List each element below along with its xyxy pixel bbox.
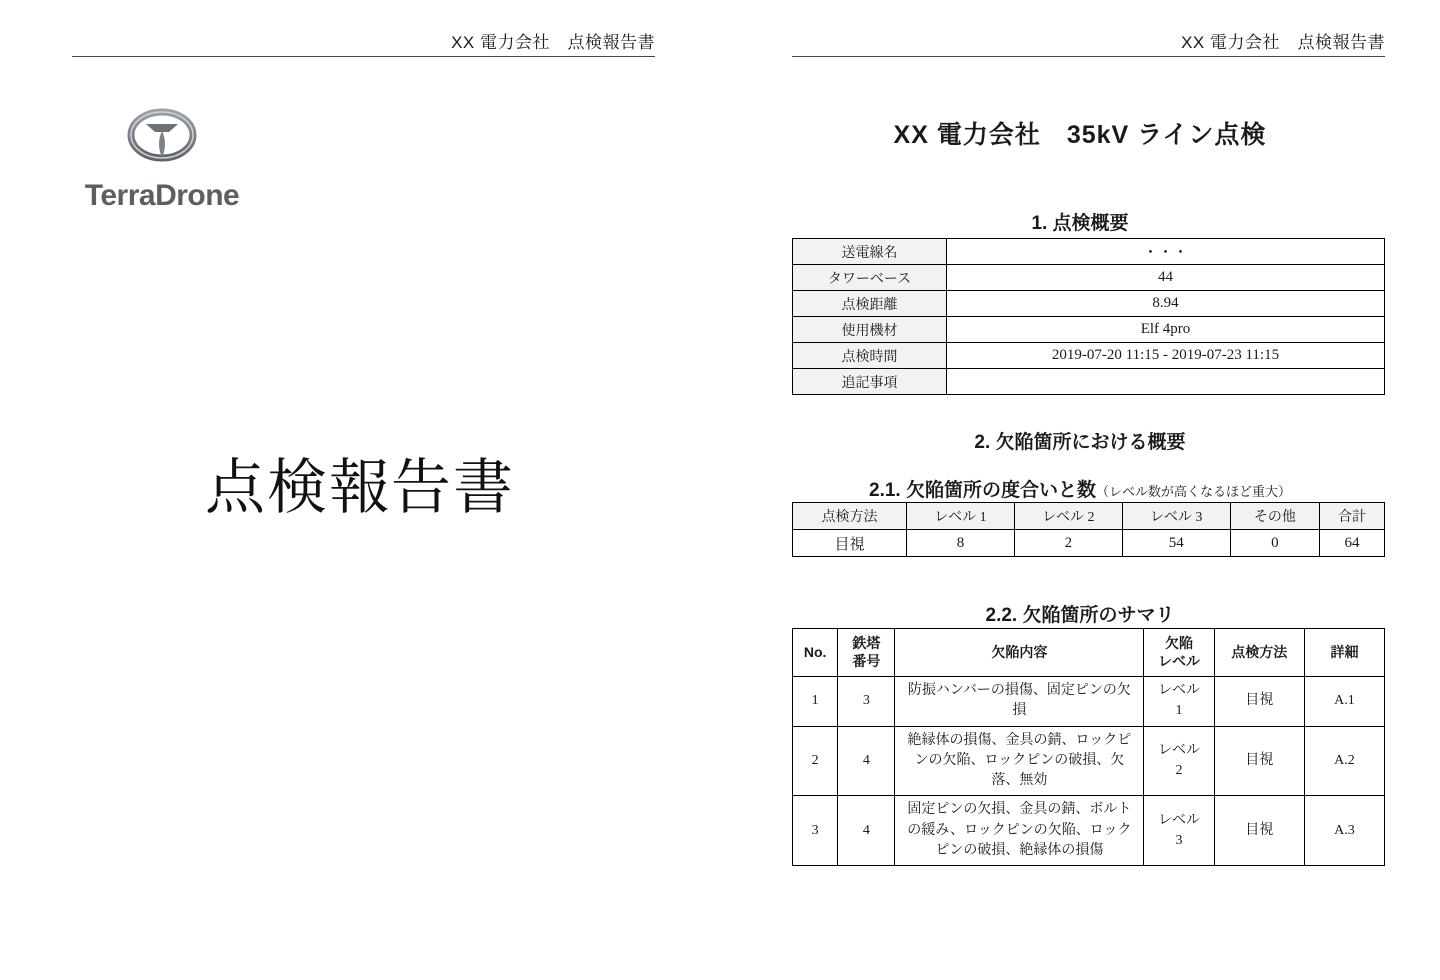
level-table-cell: 8 bbox=[907, 530, 1015, 557]
logo-wordmark: TerraDrone bbox=[84, 179, 240, 212]
overview-label: 追記事項 bbox=[793, 369, 947, 395]
table-row bbox=[793, 317, 1385, 343]
page-header-left: XX 電力会社 点検報告書 bbox=[451, 33, 655, 52]
summary-cell-content: 絶縁体の損傷、金具の錆、ロックピンの欠陥、ロックピンの破損、欠落、無効 bbox=[895, 726, 1144, 796]
report-title: XX 電力会社 35kV ライン点検 bbox=[893, 121, 1267, 149]
table-row bbox=[793, 343, 1385, 369]
summary-cell-level: レベル 3 bbox=[1144, 796, 1214, 866]
summary-cell-method: 目視 bbox=[1214, 796, 1304, 866]
summary-cell-tower: 3 bbox=[838, 677, 895, 727]
overview-value bbox=[947, 369, 1385, 395]
level-table-cell: 54 bbox=[1122, 530, 1230, 557]
summary-cell-no: 2 bbox=[793, 726, 838, 796]
summary-cell-method: 目視 bbox=[1214, 726, 1304, 796]
overview-label: タワーベース bbox=[793, 265, 947, 291]
table-row bbox=[793, 239, 1385, 265]
terra-drone-logo-icon bbox=[116, 105, 208, 171]
defect-summary-table bbox=[792, 628, 1385, 866]
summary-cell-content: 固定ピンの欠損、金具の錆、ボルトの緩み、ロックピンの欠陥、ロックピンの破損、絶縁体の損傷 bbox=[895, 796, 1144, 866]
table-header-row bbox=[793, 503, 1385, 530]
overview-value: Elf 4pro bbox=[947, 317, 1385, 343]
overview-label: 点検距離 bbox=[793, 291, 947, 317]
summary-cell-no: 1 bbox=[793, 677, 838, 727]
summary-cell-level: レベル 2 bbox=[1144, 726, 1214, 796]
overview-value: 2019-07-20 11:15 - 2019-07-23 11:15 bbox=[947, 343, 1385, 369]
level-table-cell: 0 bbox=[1230, 530, 1319, 557]
summary-cell-content: 防振ハンバーの損傷、固定ピンの欠損 bbox=[895, 677, 1144, 727]
header-rule-right bbox=[792, 56, 1385, 57]
table-row bbox=[793, 265, 1385, 291]
summary-header-tower: 鉄塔 番号 bbox=[838, 629, 895, 677]
section-1-heading: 1. 点検概要 bbox=[1031, 213, 1129, 234]
level-table-header: レベル 3 bbox=[1122, 503, 1230, 530]
table-row bbox=[793, 530, 1385, 557]
summary-header-content: 欠陥内容 bbox=[895, 629, 1144, 677]
summary-cell-tower: 4 bbox=[838, 796, 895, 866]
summary-cell-tower: 4 bbox=[838, 726, 895, 796]
summary-cell-detail: A.1 bbox=[1304, 677, 1384, 727]
page-header-right: XX 電力会社 点検報告書 bbox=[1181, 33, 1385, 52]
section-2-1-heading bbox=[720, 475, 1440, 502]
overview-value: 44 bbox=[947, 265, 1385, 291]
level-table-header: 合計 bbox=[1320, 503, 1385, 530]
table-row bbox=[793, 726, 1385, 796]
level-table-cell: 64 bbox=[1320, 530, 1385, 557]
summary-cell-method: 目視 bbox=[1214, 677, 1304, 727]
summary-header-no: No. bbox=[793, 629, 838, 677]
defect-level-table bbox=[792, 502, 1385, 557]
overview-label: 使用機材 bbox=[793, 317, 947, 343]
section-2-heading: 2. 欠陥箇所における概要 bbox=[974, 432, 1186, 453]
section-2-1-title: 2.1. 欠陥箇所の度合いと数 bbox=[869, 480, 1096, 501]
overview-label: 送電線名 bbox=[793, 239, 947, 265]
overview-value: 8.94 bbox=[947, 291, 1385, 317]
report-page bbox=[720, 0, 1440, 980]
table-row bbox=[793, 291, 1385, 317]
header-rule-left bbox=[72, 56, 655, 57]
summary-header-method: 点検方法 bbox=[1214, 629, 1304, 677]
inspection-overview-table bbox=[792, 238, 1385, 395]
table-row bbox=[793, 369, 1385, 395]
section-2-2-heading: 2.2. 欠陥箇所のサマリ bbox=[985, 605, 1175, 626]
section-2-1-note: （レベル数が高くなるほど重大） bbox=[1095, 484, 1291, 499]
summary-header-detail: 詳細 bbox=[1304, 629, 1384, 677]
table-row bbox=[793, 796, 1385, 866]
table-header-row bbox=[793, 629, 1385, 677]
page-title: 点検報告書 bbox=[205, 454, 515, 521]
level-table-header: レベル 2 bbox=[1014, 503, 1122, 530]
level-table-cell: 2 bbox=[1014, 530, 1122, 557]
overview-label: 点検時間 bbox=[793, 343, 947, 369]
summary-cell-level: レベル 1 bbox=[1144, 677, 1214, 727]
overview-value: ・・・ bbox=[947, 239, 1385, 265]
level-table-header: 点検方法 bbox=[793, 503, 907, 530]
level-table-header: その他 bbox=[1230, 503, 1319, 530]
summary-cell-detail: A.2 bbox=[1304, 726, 1384, 796]
summary-cell-no: 3 bbox=[793, 796, 838, 866]
level-table-header: レベル 1 bbox=[907, 503, 1015, 530]
level-table-cell: 目視 bbox=[793, 530, 907, 557]
summary-header-level: 欠陥 レベル bbox=[1144, 629, 1214, 677]
table-row bbox=[793, 677, 1385, 727]
company-logo bbox=[62, 105, 262, 213]
summary-cell-detail: A.3 bbox=[1304, 796, 1384, 866]
